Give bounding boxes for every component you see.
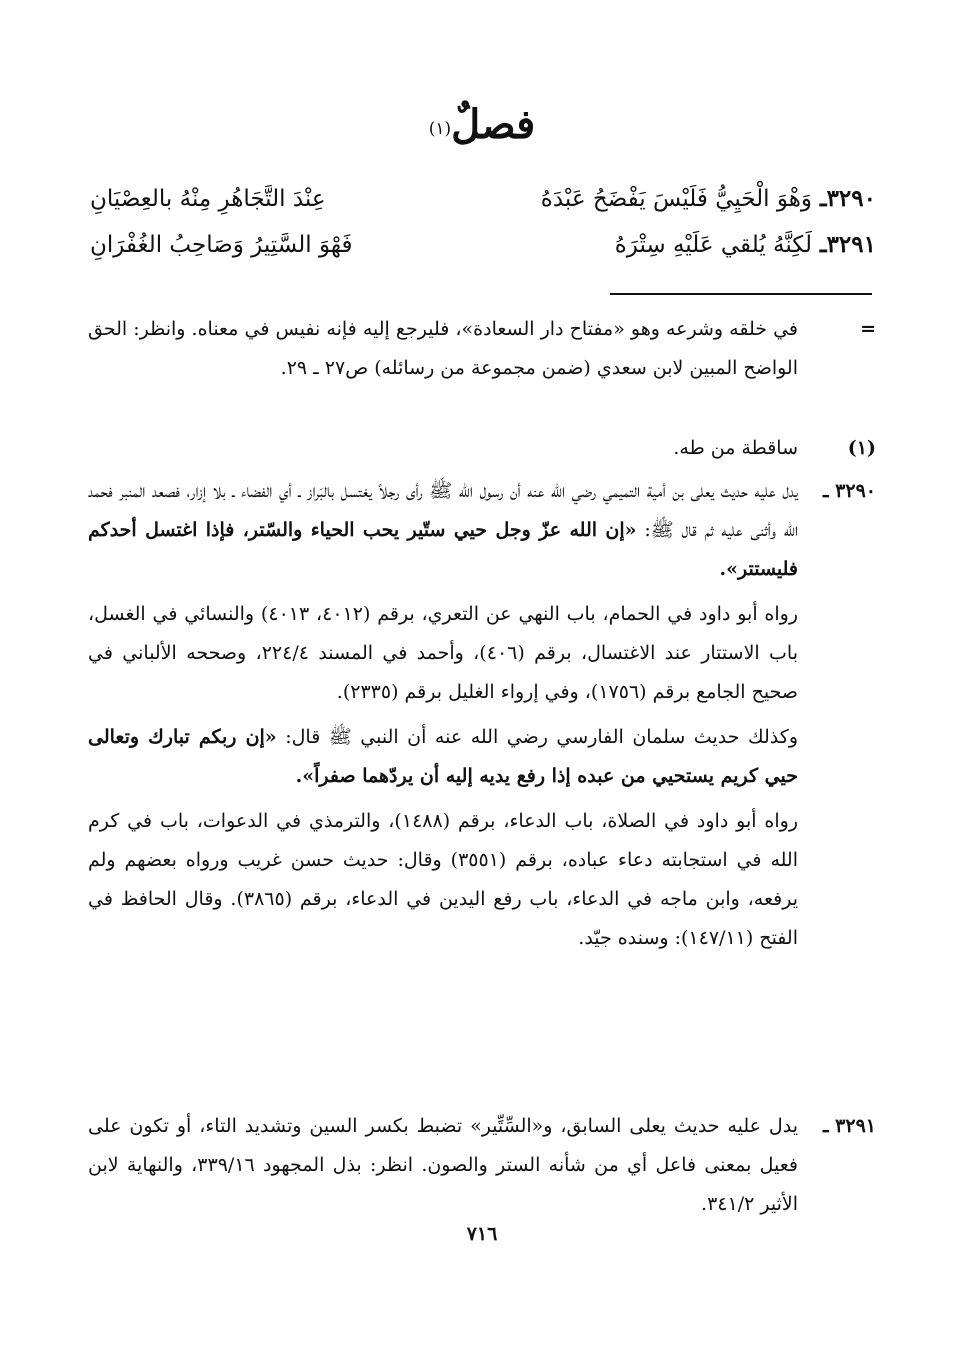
note-text: يدل عليه حديث يعلى السابق، و«السِّتِّير» تضبط بكسر السين وتشديد التاء، أو تكون على فعيل بمعنى فاعل أي من شأنه الستر والصون. انظر: بذل المجهود ٣٣٩/١٦، والنهاية لابن الأثير ٣٤١/٢. [88, 1115, 799, 1215]
note-3291 [88, 1107, 876, 1224]
note-number: ٣٢٩١ ـ [822, 1115, 876, 1137]
note-text: يدل عليه حديث يعلى بن أمية التميمي رضي الله عنه أن رسول الله ﷺ رأى رجلاً يغتسل بالبَراز ـ أي الفضاء ـ بلا إزار، فصعد المنبر فحمد الله وأثنى عليه ثم قال ﷺ: [88, 480, 798, 541]
verse-second-hemistich: عِنْدَ التَّجَاهُرِ مِنْهُ بالعِصْيَانِ [90, 186, 326, 212]
verse-first-hemistich: لَكِنَّهُ يُلقي عَلَيْهِ سِتْرَهُ [614, 232, 812, 258]
verse-first-hemistich: وَهْوَ الْحَيِيُّ فَلَيْسَ يَفْضَحُ عَبْدَهُ [540, 186, 812, 212]
note-text: وكذلك حديث سلمان الفارسي رضي الله عنه أن النبي ﷺ قال: [276, 726, 798, 748]
verse-second-hemistich: فَهْوَ السَّتِيرُ وَصَاحِبُ الغُفْرَانِ [90, 232, 353, 258]
page-number: ٧١٦ [466, 1223, 498, 1245]
note-3290 [88, 472, 876, 958]
verse-number: ٣٢٩١ـ [819, 231, 876, 258]
section-title-text: فصلٌ [451, 101, 536, 148]
note-paragraph: رواه أبو داود في الحمام، باب النهي عن التعري، برقم (٤٠١٢، ٤٠١٣) والنسائي في الغسل، باب الاستتار عند الاغتسال، برقم (٤٠٦)، وأحمد في المسند ٢٢٤/٤، وصححه الألباني في صحيح الجامع برقم (١٧٥٦)، وفي إرواء الغليل برقم (٢٣٣٥). [88, 603, 799, 703]
hadith-quote: «إن الله عزّ وجل حيي ستّير يحب الحياء والسّتر، فإذا اغتسل أحدكم فليستتر». [88, 519, 798, 580]
section-title [0, 100, 964, 150]
footnote-marker: (١) [847, 437, 876, 459]
note-number: ٣٢٩٠ ـ [822, 480, 876, 502]
footnote-ref: (١) [428, 119, 452, 139]
note-text: في خلقه وشرعه وهو «مفتاح دار السعادة»، فليرجع إليه فإنه نفيس في معناه. وانظر: الحق الواضح المبين لابن سعدي (ضمن مجموعة من رسائله) ص٢٧ ـ ٢٩. [88, 318, 798, 379]
note-paragraph: رواه أبو داود في الصلاة، باب الدعاء، برقم (١٤٨٨)، والترمذي في الدعوات، باب في كرم الله في استجابته دعاء عباده، برقم (٣٥٥١) وقال: حديث حسن غريب ورواه بعضهم ولم يرفعه، وابن ماجه في الدعاء، باب رفع اليدين في الدعاء، برقم (٣٨٦٥). وقال الحافظ في الفتح (١٤٧/١١): وسنده جيّد. [88, 810, 799, 949]
footnote-separator [610, 293, 872, 295]
verse-3290 [90, 176, 876, 222]
note-continuation [88, 310, 876, 388]
footnote-1 [88, 429, 876, 468]
note-paragraph [88, 718, 798, 796]
note-text: ساقطة من طه. [673, 437, 798, 459]
verse-number: ٣٢٩٠ـ [819, 185, 876, 212]
verse-3291 [90, 222, 876, 268]
note-paragraph [88, 472, 798, 589]
continuation-marker: = [860, 318, 876, 340]
hadith-quote: «إن ربكم تبارك وتعالى حيي كريم يستحيي من عبده إذا رفع يديه إليه أن يردّهما صفراً». [88, 726, 798, 787]
